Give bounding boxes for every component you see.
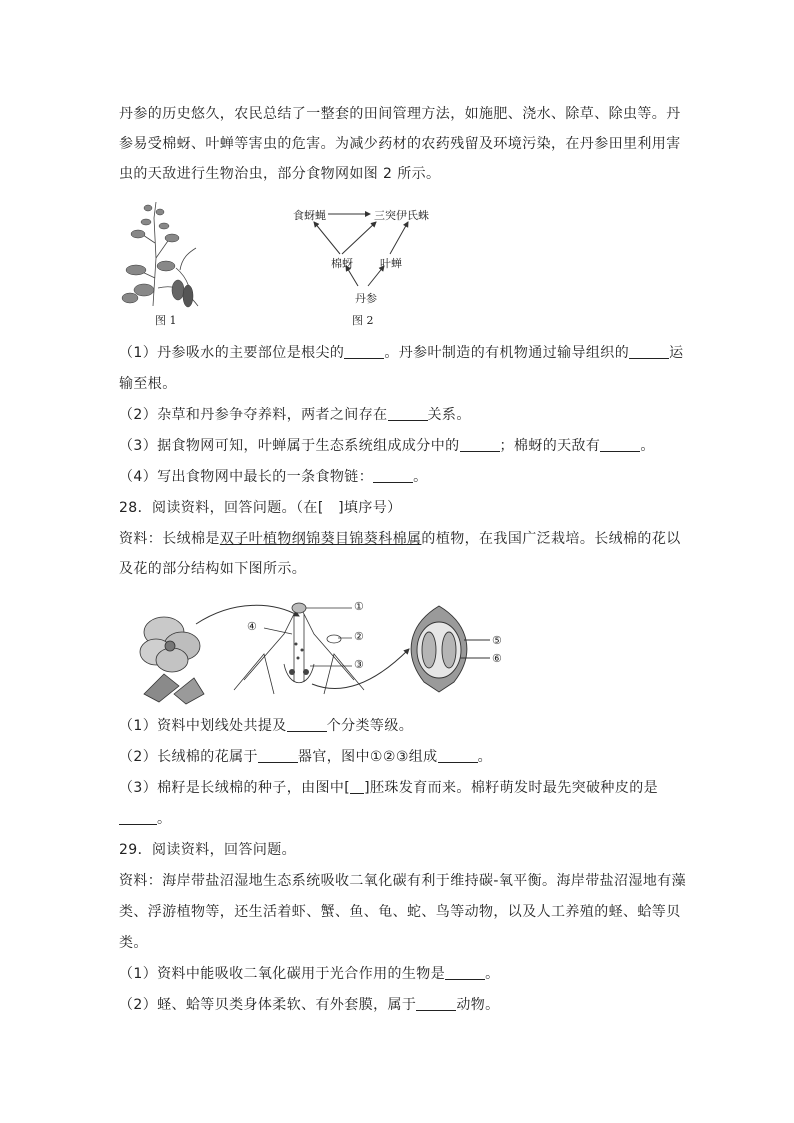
label-5: ⑤ [492, 634, 502, 647]
food-web-node-aphid: 棉蚜 [331, 257, 353, 270]
label-2: ② [354, 630, 364, 643]
label-6: ⑥ [492, 652, 502, 665]
answer-blank[interactable] [388, 406, 428, 421]
answer-blank[interactable] [344, 344, 384, 359]
q29-2: （2）蛏、蛤等贝类身体柔软、有外套膜，属于 动物。 [119, 997, 500, 1013]
intro-line-1: 丹参的历史悠久，农民总结了一整套的田间管理方法，如施肥、浇水、除草、除虫等。丹 [119, 106, 681, 122]
food-web-node-spider: 三突伊氏蛛 [374, 209, 429, 222]
q29-title: 29．阅读资料，回答问题。 [119, 842, 297, 858]
figure-2-caption: 图 2 [352, 314, 374, 327]
q28-3: （3）棉籽是长绒棉的种子，由图中[ ]胚珠发育而来。棉籽萌发时最先突破种皮的是 [119, 780, 659, 796]
q27-1: （1）丹参吸水的主要部位是根尖的 。丹参叶制造的有机物通过输导组织的 运 [119, 345, 684, 361]
q27-3: （3）据食物网可知，叶蝉属于生态系统组成成分中的 ；棉蚜的天敌有 。 [119, 438, 655, 454]
food-web-node-hoverfly: 食蚜蝇 [293, 209, 326, 222]
q29-material-line-1: 资料：海岸带盐沼湿地生态系统吸收二氧化碳有利于维持碳-氧平衡。海岸带盐沼湿地有藻 [119, 873, 687, 889]
answer-blank[interactable] [416, 996, 456, 1011]
q27-1-cont: 输至根。 [119, 376, 177, 392]
answer-blank[interactable] [119, 810, 157, 825]
q29-material-line-2: 类、浮游植物等，还生活着虾、蟹、鱼、龟、蛇、鸟等动物，以及人工养殖的蛏、蛤等贝 [119, 904, 681, 920]
q27-2: （2）杂草和丹参争夺养料，两者之间存在 关系。 [119, 407, 471, 423]
q29-material-line-3: 类。 [119, 935, 148, 951]
label-3: ③ [354, 658, 364, 671]
answer-blank[interactable] [350, 779, 364, 794]
q27-4: （4）写出食物网中最长的一条食物链： 。 [119, 469, 428, 485]
answer-blank[interactable] [445, 965, 485, 980]
figure-1-caption: 图 1 [155, 314, 177, 327]
answer-blank[interactable] [373, 468, 413, 483]
food-web-node-salvia: 丹参 [355, 292, 377, 305]
figure-1-plant-illustration [118, 198, 228, 310]
q28-material-line-1: 资料：长绒棉是双子叶植物纲锦葵目锦葵科棉属的植物，在我国广泛栽培。长绒棉的花以 [119, 531, 681, 547]
label-1: ① [354, 600, 364, 613]
answer-blank[interactable] [287, 717, 327, 732]
q29-1: （1）资料中能吸收二氧化碳用于光合作用的生物是 。 [119, 966, 500, 982]
intro-line-2: 参易受棉蚜、叶蝉等害虫的危害。为减少药材的农药残留及环境污染，在丹参田里利用害 [119, 136, 681, 152]
answer-blank[interactable] [629, 344, 669, 359]
intro-line-3: 虫的天敌进行生物治虫，部分食物网如图 2 所示。 [119, 166, 441, 182]
q28-1: （1）资料中划线处共提及 个分类等级。 [119, 718, 414, 734]
q28-title: 28．阅读资料，回答问题。（在[ ]填序号） [119, 500, 402, 516]
q28-material-line-2: 及花的部分结构如下图所示。 [119, 561, 307, 577]
food-web-node-leafhopper: 叶蝉 [380, 257, 402, 270]
q28-2: （2）长绒棉的花属于 器官，图中①②③组成 。 [119, 749, 492, 765]
answer-blank[interactable] [258, 748, 298, 763]
answer-blank[interactable] [438, 748, 478, 763]
answer-blank[interactable] [600, 437, 640, 452]
cotton-flower-figure [124, 594, 524, 708]
answer-blank[interactable] [460, 437, 500, 452]
q28-3-cont: 。 [119, 809, 171, 829]
label-4: ④ [247, 620, 257, 633]
underlined-taxonomy: 双子叶植物纲锦葵目锦葵科棉属 [219, 531, 422, 547]
